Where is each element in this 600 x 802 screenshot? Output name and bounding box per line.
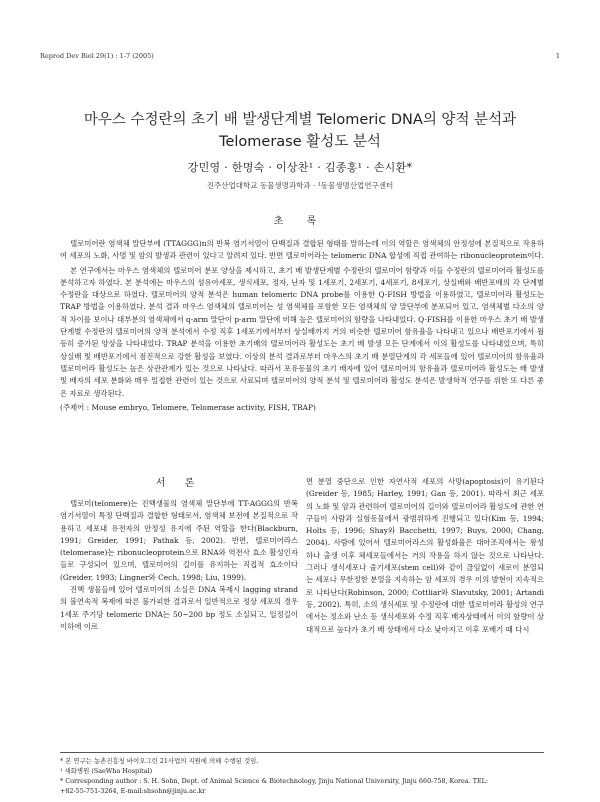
intro-paragraph-continued: 면 분열 중단으로 인한 자연사적 세포의 사망(apoptosis)이 유기된다(Greider 등, 1985; Harley, 1991; Gan 등, 2001). 따라서 최근 세포의 노화 및 암과 관련하여 텔로미어의 길이와 텔로미어라 활성도에 관한 연구들이 사람과 실험동물에서 광범위하게 진행되고 있다(Kim 등, 1994; Holts 등, 1996; Shay와 Bacchetti, 1997; Buys, 2000; Chang, 2004). 사람에 있어서 텔로미어라스의 활성화율은 대아조직에서는 왕성하나 출생 이후 체세포들에서는 거의 작용을 하지 않는 것으로 나타난다. 그러나 생식세포나 줄기세포(stem cell)와 같이 끊임없이 새로이 분열되는 세포나 무한정한 분열을 지속하는 암 세포의 경우 이의 발현이 지속적으로 나타난다(Robinson, 2000; Cottliar와 Slavutsky, 2001; Artandi 등, 2002). 특히, 소의 생식세포 및 수정란에 대한 텔로미어라 활성의 연구에서는 정소와 난소 등 생식세포와 수정 직후 배자상태에서 이의 함량이 상대적으로 높다가 초기 배 상태에서 다소 낮아지고 이후 포배기 때 다시 — [306, 477, 544, 634]
intro-paragraph-1: 텔로미(telomere)는 진핵생물의 염색체 말단부에 TT-AGGG의 반복 염기서열이 특정 단백질과 결합한 형태로서, 염색체 보전에 본질적으로 작용하고 세포내 유전자의 안정성 유지에 주된 역할을 한다(Blackburn, 1991; Greider, 1991; Pathak 등, 2002). 반면, 텔로미어라스(telomerase)는 ribonucleoprotein으로 RNA와 역전사 효소 활성인자들로 구성되어 있으며, 텔로미어의 길이를 유지하는 직접적 효소이다(Greider, 1993; Lingner와 Cech, 1998; Liu, 1999). — [60, 499, 298, 582]
footnote-corresponding: * Corresponding author : S. H. Sohn, Dept. of Animal Science & Biotechnology, Jinju National University, Jinju 660-758, Korea. TEL: — [60, 777, 489, 785]
author-list: 강민영 · 한명숙 · 이상찬¹ · 김종홍¹ · 손시환* — [187, 161, 413, 174]
keywords: (주제어 : Mouse embryo, Telomere, Telomerase activity, FISH, TRAP) — [60, 402, 316, 412]
running-header — [40, 52, 560, 60]
page-number: 1 — [555, 52, 560, 60]
intro-paragraph-2: 진핵 생물들에 있어 텔로미어의 소실은 DNA 복제시 lagging strand의 불연속적 복제에 따른 불가피한 결과로서 일반적으로 정상 세포의 경우 1세포 주기당 telomeric DNA는 50~200 bp 정도 소실되고, 일정길이 이하에 이르 — [60, 585, 298, 631]
journal-citation: Reprod Dev Biol 29(1) : 1-7 (2005) — [40, 52, 154, 60]
footnote-divider — [60, 752, 544, 753]
footnotes — [60, 756, 544, 796]
affiliation: 진주산업대학교 동물생명과학과 · ¹동물생명산업연구센터 — [206, 181, 394, 190]
footnote-contact: +82-55-751-3264, E-mail:shsohn@jinju.ac.kr — [60, 787, 206, 795]
paper-title — [40, 109, 560, 153]
footnote-funding: * 본 연구는 농촌진흥청 바이오그린 21사업의 지원에 의해 수행된 것임. — [60, 757, 259, 765]
footnote-affiliation: ¹ 새화병원 (SaeWha Hospital) — [60, 767, 153, 775]
abstract — [60, 238, 544, 414]
title-line-2: Telomerase 활성도 분석 — [219, 134, 381, 150]
introduction-heading: 서 론 — [155, 478, 203, 489]
abstract-paragraph-2: 본 연구에서는 마우스 염색체의 텔로미어 분포 양상을 제시하고, 초기 배 발생단계별 수정란의 텔로미어 함량과 이들 수정란의 텔로미어라 활성도를 분석하고자 하였다. 본 분석에는 마우스의 섬유아세포, 생식세포, 정자, 난자 및 1세포기, 2세포기, 4세포기, 8세포기, 상실배와 배반포배의 각 단계별 수정란을 대상으로 하였다. 텔로미어의 양적 분석은 human telomeric DNA probe를 이용한 Q-FISH 방법을 이용하였고, 텔로미어라 활성도는 TRAP 방법을 이용하였다. 분석 결과 마우스 염색체의 텔로미어는 성 염색체를 포함한 모든 염색체의 양 말단부에 분포되어 있고, 염색체별 다소의 양적 차이를 보이나 대부분의 염색체에서 q-arm 말단이 p-arm 말단에 비해 높은 텔로미어의 함량을 나타내었다. Q-FISH를 이용한 마우스 초기 배 발생단계별 수정란의 텔로미어의 양적 분석에서 수정 직후 1세포기에서부터 상실배까지 거의 비슷한 텔로미어 함유율을 나타내고 있으나 배반포기에서 월등히 증가된 양상을 나타내었다. TRAP 분석을 이용한 초기배의 텔로미어라 활성도는 초기 배 발생 모든 단계에서 이의 활성도를 나타내었으며, 특히 상실배 및 배반포기에서 점진적으로 강한 활성을 보였다. 이상의 분석 결과로부터 마우스의 초기 배 분열단계의 각 세포들에 있어 텔로미어의 함유율과 텔로미어라 활성도는 높은 상관관계가 있는 것으로 나타났다. 따라서 포유동물의 초기 배자에 있어 텔로미어의 함유율과 텔로미어라 활성도는 배 발생 및 배자의 세포 분화와 매우 밀접한 관련이 있는 것으로 사료되며 텔로미어의 양적 분석 및 텔로미어라 활성도 분석은 발생학적 연구를 위한 또 다른 좋은 자료로 생각된다. — [60, 265, 544, 398]
abstract-paragraph-1: 텔로미어란 염색체 말단부에 (TTAGGG)n의 반복 염기서열이 단백질과 결합된 형태를 말하는데 이의 역할은 염색체의 안정성에 본질적으로 작용하여 세포의 노화, 사멸 및 암의 발생과 관련이 있다고 알려져 있다. 반면 텔로미어라는 telomeric DNA 합성에 직접 관여하는 ribonucleoprotein이다. — [60, 239, 544, 261]
body-column-left — [60, 498, 298, 633]
body-column-right — [306, 476, 544, 636]
abstract-heading: 초 록 — [273, 216, 327, 227]
title-line-1: 마우스 수정란의 초기 배 발생단계별 Telomeric DNA의 양적 분석과 — [83, 112, 517, 128]
